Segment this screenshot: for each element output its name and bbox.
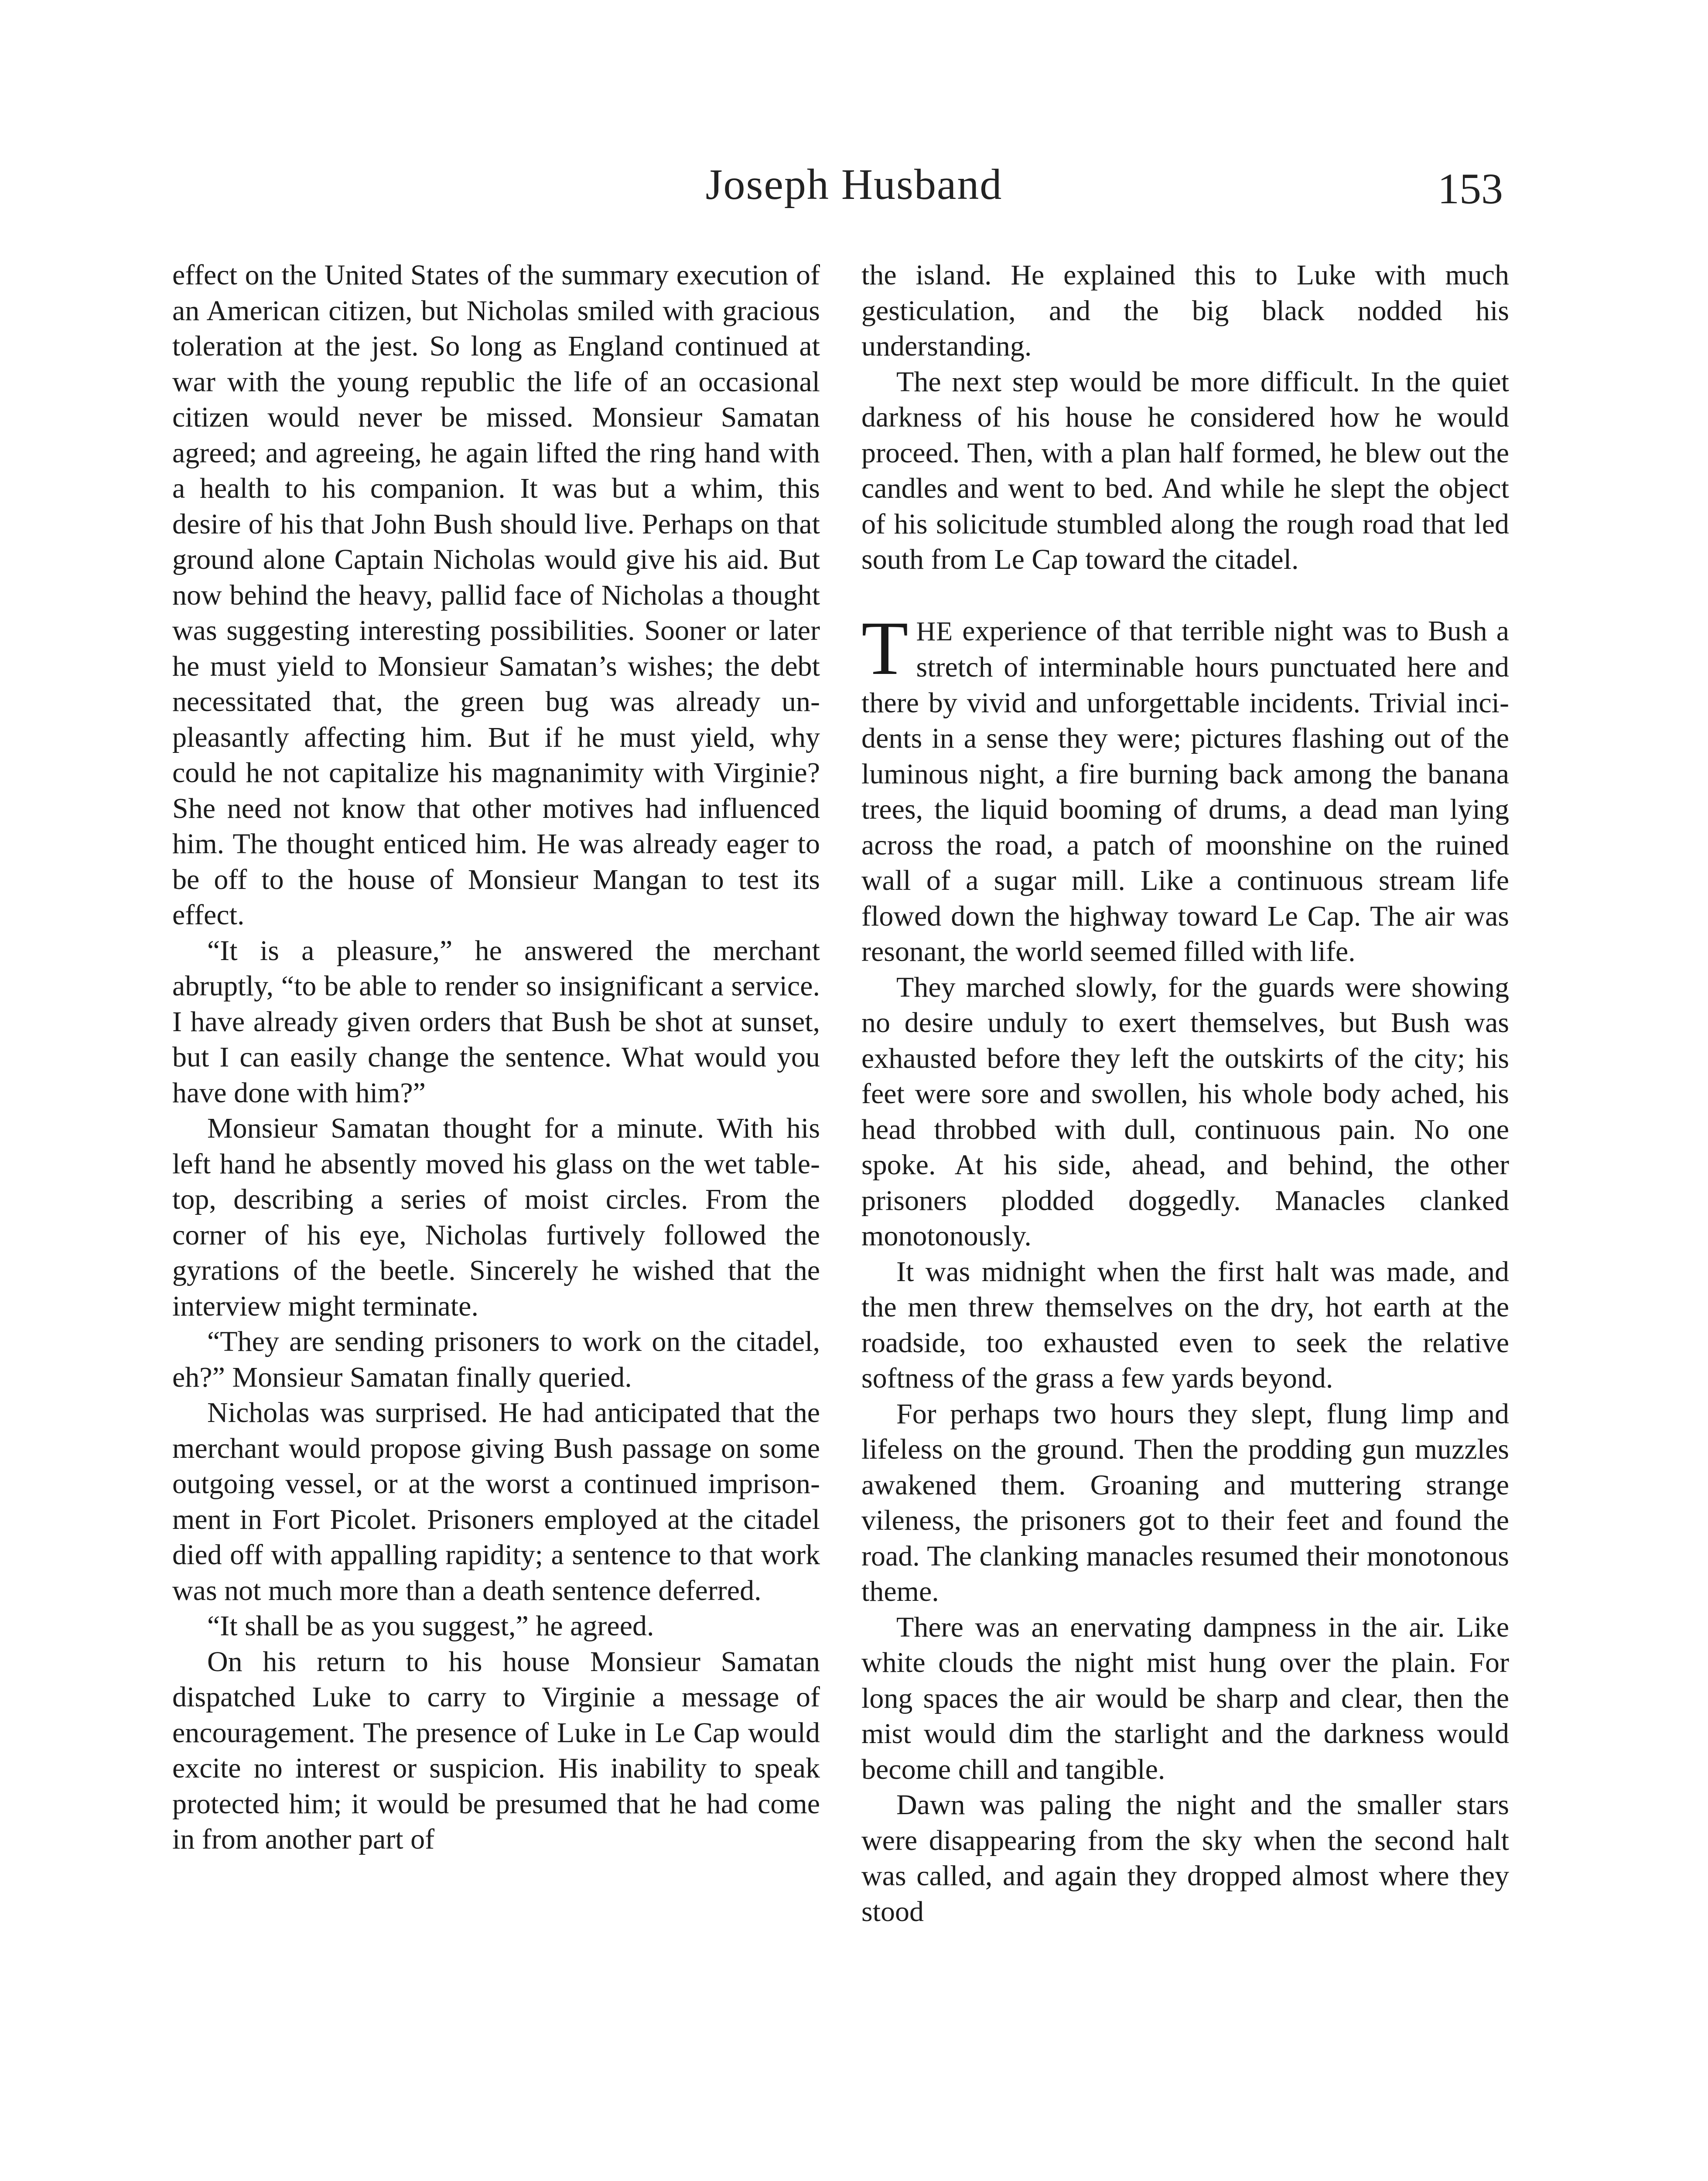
small-caps-lead: HE [916,616,953,646]
running-head [0,159,1708,216]
paragraph: For perhaps two hours they slept, flung limp and lifeless on the ground. Then the prodding gun muzzles awakened them. Groaning and muttering strange vileness, the prisoners got to their feet and found the road. The clanking manacles resumed their monotonous theme. [861,1398,1509,1607]
paragraph: On his return to his house Monsieur Samatan dispatched Luke to carry to Virginie a message of encouragement. The presence of Luke in Le Cap would excite no interest or suspicion. His inability to speak protected him; it would be presumed that he had come in from another part of [172,1645,820,1855]
paragraph: Nicholas was surprised. He had anticipated that the merchant would propose giving Bush passage on some outgoing vessel, or at the worst a continued imprisonment in Fort Picolet. Prisoners employed at the citadel died off with appalling rapidity; a sentence to that work was not much more than a death sentence deferred. [172,1397,820,1607]
running-title: Joseph Husband [705,160,1003,209]
section-opening-text: experience of that terrible night was to Bush a stretch of interminable hours punctuated here and there by vivid and unforgettable incidents. Trivial incidents in a sense they were; pictures flashing out of the luminous night, a fire burning back among the banana trees, the liquid booming of drums, a dead man lying across the road, a patch of moonshine on the ruined wall of a sugar mill. Like a continuous stream life flowed down the highway toward Le Cap. The air was resonant, the world seemed filled with life. [861,615,1509,967]
paragraph: “It shall be as you suggest,” he agreed. [207,1610,654,1642]
paragraph: Dawn was paling the night and the smaller stars were disappearing from the sky when the second halt was called, and again they dropped almost where they stood [861,1789,1509,1928]
paragraph: Monsieur Samatan thought for a minute. With his left hand he absently moved his glass on the wet table-top, describing a series of moist circles. From the corner of his eye, Nicholas furtively followed the gyrations of the beetle. Sincerely he wished that the interview might terminate. [172,1112,820,1322]
paragraph: “They are sending prisoners to work on the citadel, eh?” Monsieur Samatan finally queried. [172,1326,820,1393]
left-column [172,257,820,2181]
paragraph: “It is a pleasure,” he answered the merchant abruptly, “to be able to render so insignificant a service. I have already given orders that Bush be shot at sunset, but I can easily change the sentence. What would you have done with him?” [172,934,820,1109]
right-column [861,257,1509,2181]
drop-cap: T [861,605,909,691]
paragraph: They marched slowly, for the guards were showing no desire unduly to exert themselves, but Bush was exhausted before they left the outskirts of the city; his feet were sore and swollen, his whole body ached, his head throbbed with dull, continuous pain. No one spoke. At his side, ahead, and behind, the other prisoners plodded doggedly. Manacles clanked monotonously. [861,971,1509,1252]
section-opening-paragraph [861,605,1509,970]
paragraph: The next step would be more difficult. In the quiet darkness of his house he considered how he would proceed. Then, with a plan half formed, he blew out the candles and went to bed. And while he slept the object of his solicitude stumbled along the rough road that led south from Le Cap toward the citadel. [861,366,1509,575]
paragraph: the island. He explained this to Luke with much gesticulation, and the big black nodded his understanding. [861,259,1509,362]
paragraph: There was an enervating dampness in the air. Like white clouds the night mist hung over the plain. For long spaces the air would be sharp and clear, then the mist would dim the starlight and the darkness would become chill and tangible. [861,1611,1509,1785]
paragraph: It was midnight when the first halt was made, and the men threw themselves on the dry, hot earth at the roadside, too exhausted even to seek the relative softness of the grass a few yards beyond. [861,1255,1509,1394]
page-number: 153 [1438,164,1503,213]
paragraph: effect on the United States of the summary execution of an American citizen, but Nicholas smiled with gracious toleration at the jest. So long as England continued at war with the young republic the life of an occasional citizen would never be missed. Monsieur Samatan agreed; and agreeing, he again lifted the ring hand with a health to his companion. It was but a whim, this desire of his that John Bush should live. Perhaps on that ground alone Captain Nicholas would give his aid. But now behind the heavy, pallid face of Nicholas a thought was suggesting interesting possibilities. Sooner or later he must yield to Monsieur Samatan’s wishes; the debt necessitated that, the green bug was already unpleasantly affecting him. But if he must yield, why could he not capitalize his magnanimity with Virginie? She need not know that other motives had influenced him. The thought enticed him. He was already eager to be off to the house of Monsieur Mangan to test its effect. [172,259,820,931]
